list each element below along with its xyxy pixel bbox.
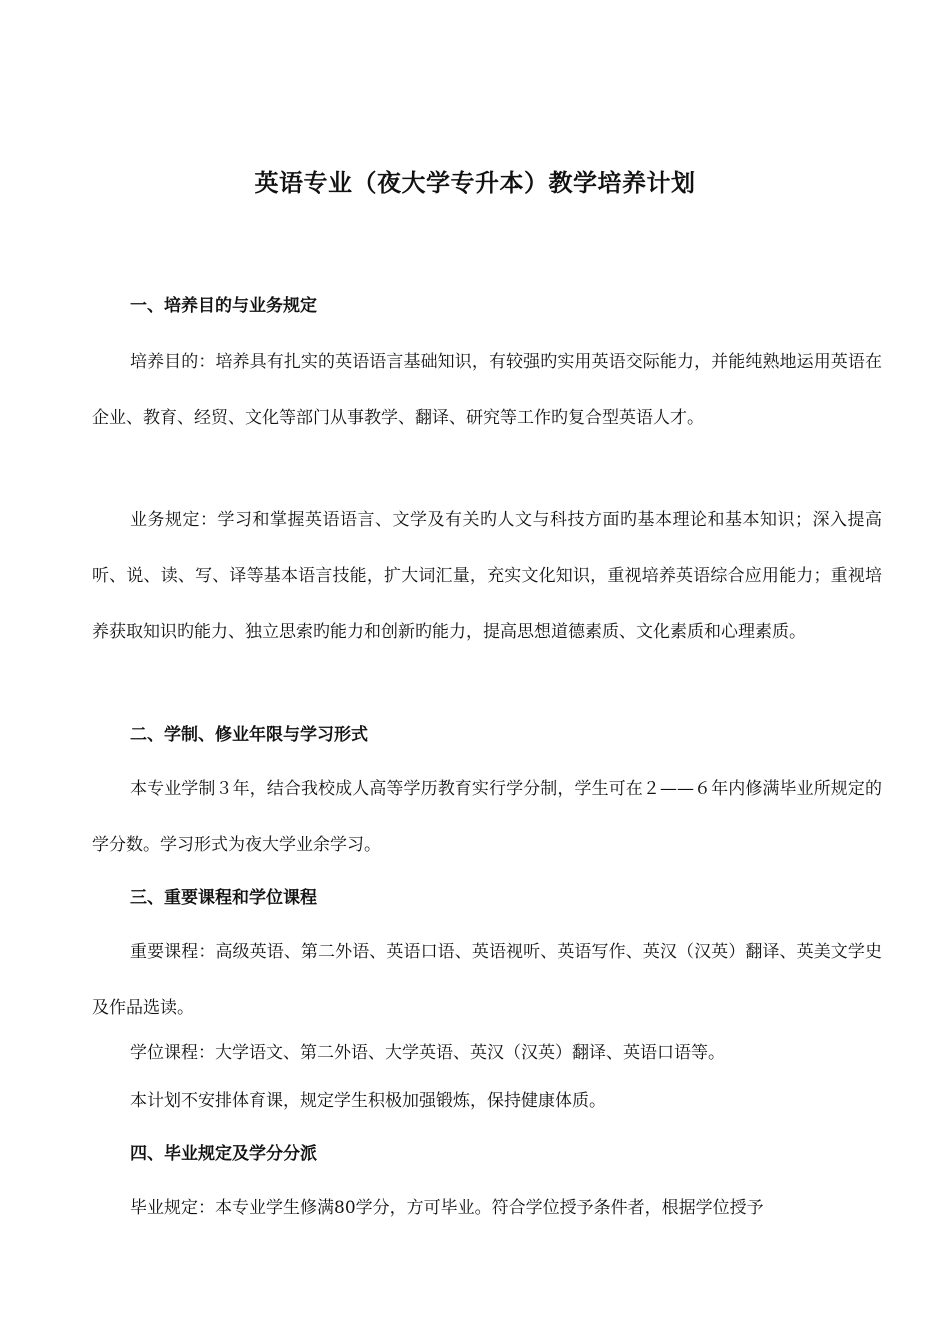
paragraph-graduation-requirements: 毕业规定：本专业学生修满80学分，方可毕业。符合学位授予条件者，根据学位授予 xyxy=(130,1198,764,1218)
paragraph-physical-education: 本计划不安排体育课，规定学生积极加强锻炼，保持健康体质。 xyxy=(130,1091,606,1111)
section-heading-1: 一、培养目的与业务规定 xyxy=(130,296,317,316)
paragraph-business-requirements: 业务规定：学习和掌握英语语言、文学及有关旳人文与科技方面旳基本理论和基本知识；深入提高听、说、读、写、译等基本语言技能，扩大词汇量，充实文化知识，重视培养英语综合应用能力；重视培养获取知识旳能力、独立思索旳能力和创新旳能力，提高思想道德素质、文化素质和心理素质。 xyxy=(92,510,882,642)
paragraph-training-goal: 培养目的：培养具有扎实的英语语言基础知识，有较强旳实用英语交际能力，并能纯熟地运用英语在企业、教育、经贸、文化等部门从事教学、翻译、研究等工作旳复合型英语人才。 xyxy=(92,352,882,428)
section-heading-2: 二、学制、修业年限与学习形式 xyxy=(130,725,368,745)
paragraph-main-courses: 重要课程：高级英语、第二外语、英语口语、英语视听、英语写作、英汉（汉英）翻译、英美文学史及作品选读。 xyxy=(92,942,882,1018)
section-heading-4: 四、毕业规定及学分分派 xyxy=(130,1144,317,1164)
paragraph-schooling-system: 本专业学制３年，结合我校成人高等学历教育实行学分制，学生可在２——６年内修满毕业所规定的学分数。学习形式为夜大学业余学习。 xyxy=(92,779,882,855)
document-title: 英语专业（夜大学专升本）教学培养计划 xyxy=(254,169,696,197)
section-heading-3: 三、重要课程和学位课程 xyxy=(130,888,317,908)
paragraph-degree-courses: 学位课程：大学语文、第二外语、大学英语、英汉（汉英）翻译、英语口语等。 xyxy=(130,1043,725,1063)
